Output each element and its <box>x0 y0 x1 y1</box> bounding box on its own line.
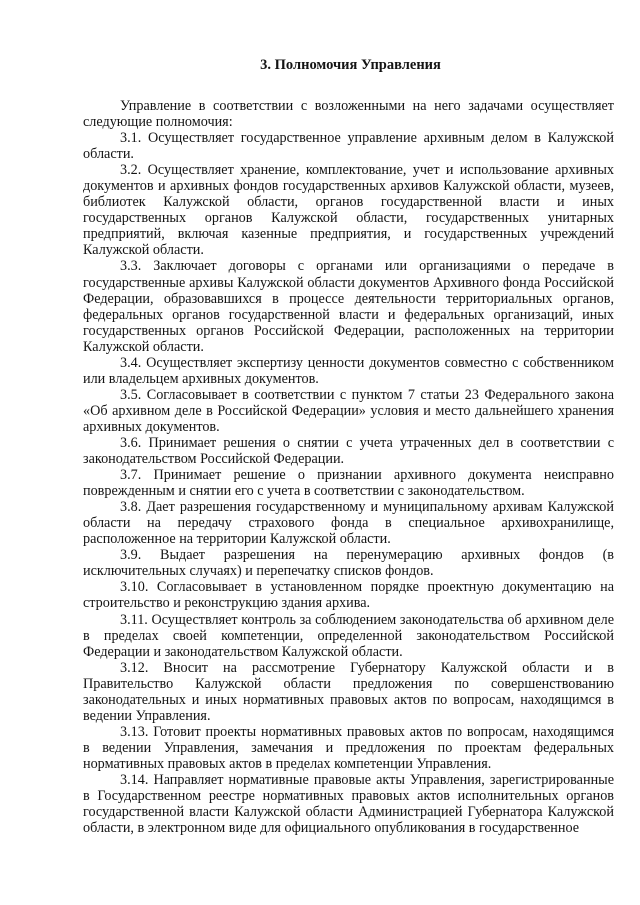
paragraph-3-8: 3.8. Дает разрешения государственному и муниципальному архивам Калужской области на передачу страхового фонда в специальное архивохранилище, расположенное на территории Калужской области. <box>83 499 614 548</box>
paragraph-3-7: 3.7. Принимает решение о признании архивного документа неисправно поврежденным и снятии его с учета в соответствии с законодательством. <box>83 467 614 500</box>
paragraph-3-12: 3.12. Вносит на рассмотрение Губернатору Калужской области и в Правительство Калужской области предложения по совершенствованию законодательных и иных нормативных правовых актов по вопросам, находящимся в ведении Управления. <box>83 659 614 724</box>
paragraph-3-11: 3.11. Осуществляет контроль за соблюдением законодательства об архивном деле в пределах своей компетенции, определенной законодательством Российской Федерации и законодательством Калужской области. <box>83 611 614 660</box>
paragraph-3-6: 3.6. Принимает решения о снятии с учета утраченных дел в соответствии с законодательством Российской Федерации. <box>83 434 614 468</box>
paragraph-3-10: 3.10. Согласовывает в установленном порядке проектную документацию на строительство и реконструкцию здания архива. <box>83 579 614 612</box>
paragraph-3-5: 3.5. Согласовывает в соответствии с пунктом 7 статьи 23 Федерального закона «Об архивном деле в Российской Федерации» условия и место дальнейшего хранения архивных документов. <box>83 386 614 435</box>
document-page <box>83 56 614 836</box>
paragraph-3-2: 3.2. Осуществляет хранение, комплектование, учет и использование архивных документов и архивных фондов государственных архивов Калужской области, музеев, библиотек Калужской области, органов государственной власти и иных государственных органов Калужской области, государственных унитарных предприятий, включая казенные предприятия, и государственных учреждений Калужской области. <box>83 162 614 259</box>
paragraph-3-9: 3.9. Выдает разрешения на перенумерацию архивных фондов (в исключительных случаях) и перепечатку списков фондов. <box>83 547 614 580</box>
paragraph-3-1: 3.1. Осуществляет государственное управление архивным делом в Калужской области. <box>83 130 614 163</box>
section-title: 3. Полномочия Управления <box>260 57 441 73</box>
paragraph-3-13: 3.13. Готовит проекты нормативных правовых актов по вопросам, находящимся в ведении Управления, замечания и предложения по проектам федеральных нормативных правовых актов в пределах компетенции Управления. <box>83 723 614 772</box>
paragraph-intro: Управление в соответствии с возложенными на него задачами осуществляет следующие полномочия: <box>83 98 614 131</box>
paragraph-3-4: 3.4. Осуществляет экспертизу ценности документов совместно с собственником или владельцем архивных документов. <box>83 354 614 387</box>
paragraph-3-14: 3.14. Направляет нормативные правовые акты Управления, зарегистрированные в Государственном реестре нормативных правовых актов исполнительных органов государственной власти Калужской области Администрацией Губернатора Калужской области, в электронном виде для официального опубликования в государственное <box>83 771 614 837</box>
paragraph-3-3: 3.3. Заключает договоры с органами или организациями о передаче в государственные архивы Калужской области документов Архивного фонда Российской Федерации, образовавшихся в процессе деятельности территориальных органов, федеральных органов государственной власти и федеральных организаций, иных государственных органов Российской Федерации, расположенных на территории Калужской области. <box>83 258 614 355</box>
